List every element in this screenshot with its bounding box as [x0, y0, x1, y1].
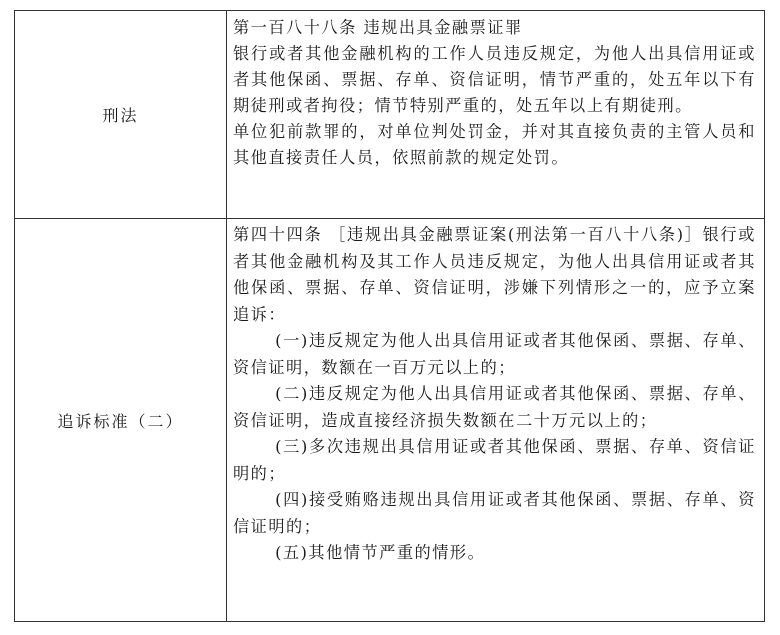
- standard-item-4: (四)接受贿赂违规出具信用证或者其他保函、票据、存单、资信证明的；: [233, 490, 756, 536]
- article-paragraph-2: 单位犯前款罪的，对单位判处罚金，并对其直接负责的主管人员和其他直接责任人员，依照前款的规定处罚。: [233, 122, 756, 167]
- standard-item-3: (三)多次违规出具信用证或者其他保函、票据、存单、资信证明的；: [233, 437, 756, 483]
- law-comparison-table: [14, 10, 765, 622]
- table-row-prosecution-standard: [15, 219, 764, 621]
- standard-item-5: (五)其他情节严重的情形。: [275, 543, 486, 562]
- table-row-criminal-law: [15, 11, 764, 219]
- standard-intro: 第四十四条 ［违规出具金融票证案(刑法第一百八十八条)］银行或者其他金融机构及其工作人员违反规定，为他人出具信用证或者其他保函、票据、存单、资信证明，涉嫌下列情形之一的，应予立案追诉：: [233, 225, 756, 324]
- article-paragraph-1: 银行或者其他金融机构的工作人员违反规定，为他人出具信用证或者其他保函、票据、存单、资信证明，情节严重的，处五年以下有期徒刑或者拘役；情节特别严重的，处五年以上有期徒刑。: [233, 44, 756, 115]
- standard-item-2: (二)违反规定为他人出具信用证或者其他保函、票据、存单、资信证明，造成直接经济损失数额在二十万元以上的；: [233, 384, 756, 430]
- prosecution-standard-content: [227, 219, 764, 621]
- criminal-law-content: [227, 11, 764, 218]
- row-label-criminal-law: 刑法: [15, 11, 227, 218]
- row-label-prosecution-standard: 追诉标准（二）: [15, 219, 227, 621]
- standard-item-1: (一)违反规定为他人出具信用证或者其他保函、票据、存单、资信证明，数额在一百万元以上的；: [233, 331, 756, 377]
- article-heading: 第一百八十八条 违规出具金融票证罪: [233, 18, 523, 37]
